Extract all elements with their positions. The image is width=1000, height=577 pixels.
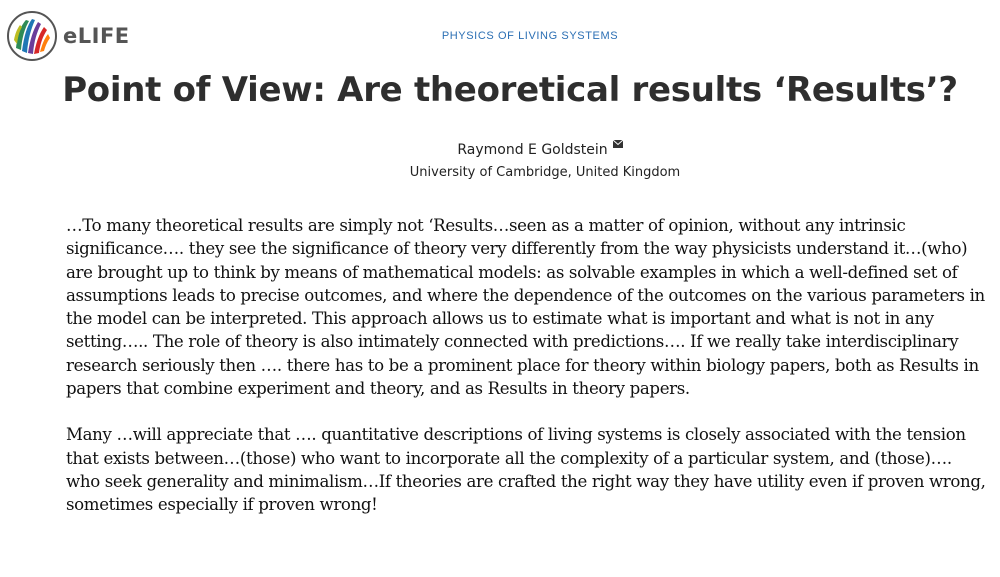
author-affiliation: University of Cambridge, United Kingdom: [409, 165, 681, 180]
quote-paragraph-2: Many …will appreciate that …. quantitative descriptions of living systems is closely associated with the tension that exists between…(those) who want to incorporate all the complexity of a particular system, and (those)…. who seek generality and minimalism…If theories are crafted the right way they have utility even if proven wrong, sometimes especially if proven wrong!: [66, 425, 986, 515]
quote-paragraph-1: …To many theoretical results are simply not ‘Results…seen as a matter of opinion, without any intrinsic significance…. they see the significance of theory very differently from the way physicists understand it…(who) are brought up to think by means of mathematical models: as solvable examples in which a well-defined set of assumptions leads to precise outcomes, and where the dependence of the outcomes on the various parameters in the model can be interpreted. This approach allows us to estimate what is important and what is not in any setting….. The role of theory is also intimately connected with predictions…. If we really take interdisciplinary research seriously then …. there has to be a prominent place for theory within biology papers, both as Results in papers that combine experiment and theory, and as Results in theory papers.: [66, 216, 985, 399]
article-title: Point of View: Are theoretical results ‘Results’?: [62, 70, 958, 110]
author-name[interactable]: Raymond E Goldstein: [457, 142, 608, 158]
mail-icon[interactable]: [613, 140, 623, 148]
brand-name: eLIFE: [63, 24, 130, 48]
subject-link[interactable]: PHYSICS OF LIVING SYSTEMS: [441, 30, 619, 42]
quote-block: [66, 214, 986, 540]
author-line: [0, 140, 1000, 158]
